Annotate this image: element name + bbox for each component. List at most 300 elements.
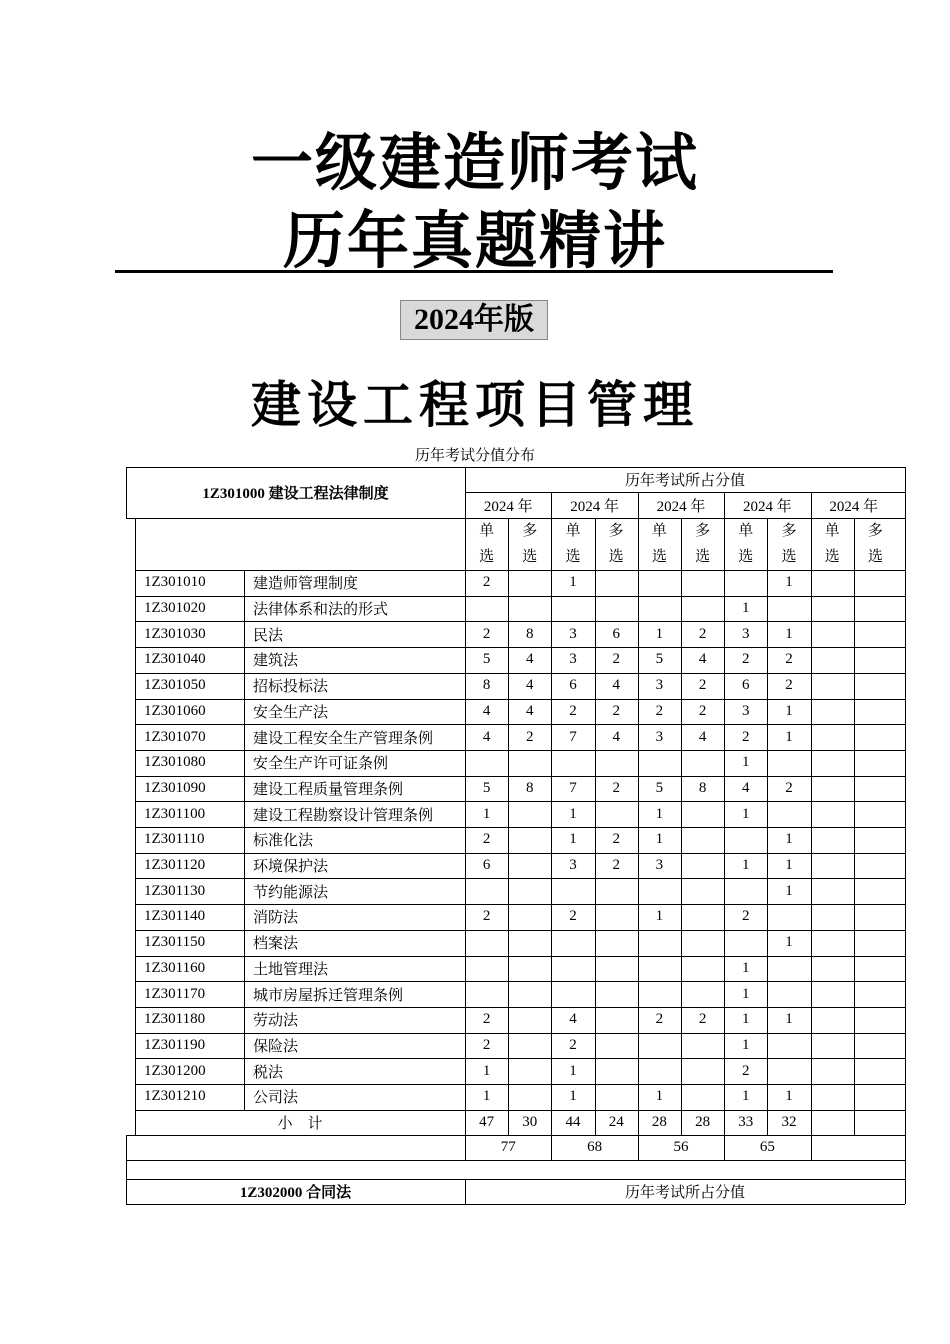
score-cell: [767, 596, 810, 622]
topic-name: 档案法: [253, 936, 299, 953]
topic-name: 安全生产许可证条例: [253, 756, 389, 773]
score-cell: 1: [785, 625, 793, 642]
topic-code: 1Z301190: [144, 1036, 206, 1053]
question-type-char: 单: [479, 523, 495, 539]
subtotal-cell: [854, 1110, 897, 1136]
table-rule: [551, 492, 552, 570]
table-rule: [465, 467, 466, 570]
question-type-char: 选: [651, 549, 667, 565]
topic-name: 建设工程安全生产管理条例: [253, 730, 434, 747]
topic-code: 1Z301170: [144, 985, 206, 1002]
topic-code: 1Z301210: [144, 1088, 206, 1105]
score-cell: 1: [742, 1011, 750, 1028]
score-cell: [595, 930, 638, 956]
topic-code: 1Z301090: [144, 779, 206, 796]
score-cell: [595, 981, 638, 1007]
score-cell: 3: [742, 702, 750, 719]
topic-name: 建筑法: [253, 653, 299, 670]
table-rule: [681, 518, 682, 570]
score-cell: 2: [785, 779, 793, 796]
table-rule: [465, 1135, 466, 1160]
topic-name: 建设工程勘察设计管理条例: [253, 807, 434, 824]
score-cell: 4: [526, 651, 534, 668]
score-cell: 8: [698, 779, 707, 796]
score-cell: [508, 878, 551, 904]
score-cell: 8: [482, 677, 491, 694]
score-cell: 1: [655, 1088, 664, 1105]
score-cell: [638, 930, 681, 956]
year-total-cell: 65: [759, 1139, 775, 1156]
topic-code: 1Z301120: [144, 857, 206, 874]
topic-name: 环境保护法: [253, 859, 329, 876]
score-cell: [811, 596, 854, 622]
table-rule: [465, 570, 466, 1135]
score-cell: [681, 1058, 724, 1084]
score-cell: [551, 981, 594, 1007]
score-cell: 2: [698, 677, 707, 694]
score-cell: 7: [569, 779, 577, 796]
score-cell: [854, 1007, 897, 1033]
score-cell: [638, 1033, 681, 1059]
score-cell: [854, 621, 897, 647]
score-cell: 1: [785, 882, 793, 899]
score-cell: 8: [526, 779, 534, 796]
score-cell: [811, 621, 854, 647]
score-cell: [638, 956, 681, 982]
score-cell: 2: [482, 1011, 491, 1028]
topic-name: 土地管理法: [253, 961, 329, 978]
topic-code: 1Z301110: [144, 831, 205, 848]
title-underline: [115, 270, 833, 273]
score-cell: [551, 596, 594, 622]
year-header: 2024 年: [570, 498, 619, 515]
score-cell: 5: [482, 779, 491, 796]
table-rule: [724, 492, 725, 570]
score-cell: [595, 878, 638, 904]
score-cell: 1: [785, 1011, 793, 1028]
table-rule: [551, 570, 552, 1135]
score-cell: 5: [655, 651, 664, 668]
topic-name: 法律体系和法的形式: [253, 602, 389, 619]
score-cell: 4: [742, 779, 750, 796]
score-cell: [854, 956, 897, 982]
score-cell: 2: [655, 702, 664, 719]
score-cell: [811, 647, 854, 673]
question-type-header: [854, 518, 897, 570]
table-rule: [551, 1135, 552, 1160]
score-cell: [551, 878, 594, 904]
score-cell: [767, 981, 810, 1007]
topic-name: 保险法: [253, 1038, 299, 1055]
score-cell: 3: [569, 625, 577, 642]
score-cell: [508, 981, 551, 1007]
score-cell: [595, 956, 638, 982]
score-cell: [854, 750, 897, 776]
score-cell: 2: [569, 908, 577, 925]
score-cell: [508, 596, 551, 622]
question-type-char: 单: [738, 523, 754, 539]
table-rule: [595, 518, 596, 570]
score-cell: 2: [742, 651, 750, 668]
year-total-cell: 56: [673, 1139, 689, 1156]
table-rule: [638, 1135, 639, 1160]
score-cell: [508, 1007, 551, 1033]
score-cell: 2: [482, 625, 491, 642]
score-cell: 1: [742, 805, 750, 822]
table-rule: [638, 570, 639, 1135]
score-cell: [551, 956, 594, 982]
score-cell: 2: [482, 831, 491, 848]
year-total-cell: 68: [587, 1139, 603, 1156]
score-cell: [854, 853, 897, 879]
score-cell: 3: [742, 625, 750, 642]
score-cell: 7: [569, 728, 577, 745]
score-cell: 2: [742, 728, 750, 745]
score-cell: [508, 853, 551, 879]
score-cell: [508, 904, 551, 930]
score-cell: [681, 956, 724, 982]
question-type-char: 单: [565, 523, 581, 539]
table-rule: [244, 570, 245, 1110]
score-cell: 6: [612, 625, 620, 642]
score-cell: [811, 1007, 854, 1033]
score-cell: 2: [612, 702, 620, 719]
score-cell: [724, 827, 767, 853]
score-cell: 1: [655, 625, 664, 642]
question-type-char: 选: [867, 549, 883, 565]
score-cell: [551, 750, 594, 776]
score-cell: [681, 596, 724, 622]
topic-code: 1Z301100: [144, 805, 206, 822]
score-cell: 1: [742, 985, 750, 1002]
score-cell: [854, 724, 897, 750]
score-cell: [854, 570, 897, 596]
subtotal-cell: 24: [608, 1114, 624, 1131]
score-cell: 2: [526, 728, 534, 745]
score-cell: [811, 956, 854, 982]
question-type-char: 多: [867, 523, 883, 539]
document-title-line2: 历年真题精讲: [282, 204, 667, 277]
score-cell: [595, 1033, 638, 1059]
subtotal-cell: 33: [738, 1114, 754, 1131]
topic-code: 1Z301030: [144, 625, 206, 642]
score-cell: [508, 801, 551, 827]
score-cell: 1: [482, 1088, 491, 1105]
score-cell: [681, 1033, 724, 1059]
topic-name: 公司法: [253, 1090, 299, 1107]
score-cell: [854, 827, 897, 853]
score-cell: 1: [569, 1062, 577, 1079]
question-type-header: [767, 518, 810, 570]
score-cell: 5: [482, 651, 491, 668]
score-cell: [811, 981, 854, 1007]
score-cell: [681, 904, 724, 930]
score-cell: 1: [569, 805, 577, 822]
score-cell: [767, 956, 810, 982]
table-rule: [135, 570, 136, 1135]
table-rule: [854, 570, 855, 1135]
subtotal-label: 小 计: [277, 1116, 323, 1133]
question-type-header: [724, 518, 767, 570]
table-rule: [905, 1160, 906, 1179]
score-cell: [767, 750, 810, 776]
score-cell: 4: [526, 702, 534, 719]
score-cell: 3: [655, 857, 664, 874]
score-cell: [595, 1058, 638, 1084]
score-cell: 4: [569, 1011, 577, 1028]
topic-name: 城市房屋拆迁管理条例: [253, 987, 404, 1004]
score-cell: 2: [612, 831, 620, 848]
score-cell: [724, 570, 767, 596]
score-header: 历年考试所占分值: [624, 473, 745, 489]
score-cell: [681, 1084, 724, 1110]
question-type-header: [551, 518, 594, 570]
score-cell: 2: [698, 625, 707, 642]
score-cell: [854, 1058, 897, 1084]
topic-code: 1Z301150: [144, 934, 206, 951]
subtotal-cell: 44: [565, 1114, 581, 1131]
topic-code: 1Z301180: [144, 1011, 206, 1028]
table-rule: [126, 1160, 905, 1161]
topic-name: 民法: [253, 627, 284, 644]
table-rule: [126, 1204, 905, 1205]
score-cell: [681, 981, 724, 1007]
score-cell: 4: [698, 651, 707, 668]
question-type-char: 选: [565, 549, 581, 565]
score-cell: 2: [612, 651, 620, 668]
score-cell: 1: [785, 934, 793, 951]
year-header: 2024 年: [483, 498, 533, 515]
topic-name: 建造师管理制度: [253, 576, 359, 593]
question-type-header: [681, 518, 724, 570]
question-type-char: 选: [781, 549, 797, 565]
score-cell: [811, 853, 854, 879]
table-rule: [905, 1135, 906, 1160]
topic-code: 1Z301200: [144, 1062, 206, 1079]
score-cell: [595, 801, 638, 827]
table-rule: [126, 1179, 127, 1204]
topic-name: 节约能源法: [253, 884, 329, 901]
score-cell: [465, 930, 508, 956]
section-title: 1Z301000 建设工程法律制度: [202, 486, 389, 502]
topic-code: 1Z301050: [144, 677, 206, 694]
table-rule: [508, 570, 509, 1135]
score-cell: 8: [526, 625, 534, 642]
subtotal-cell: 47: [479, 1114, 495, 1131]
question-type-char: 选: [608, 549, 624, 565]
score-cell: [638, 570, 681, 596]
score-cell: [638, 596, 681, 622]
table-rule: [126, 467, 127, 519]
score-cell: 1: [742, 1036, 750, 1053]
score-cell: [854, 699, 897, 725]
score-cell: [508, 1084, 551, 1110]
score-cell: [854, 878, 897, 904]
score-cell: 1: [569, 1088, 577, 1105]
score-cell: [595, 750, 638, 776]
score-cell: [681, 750, 724, 776]
question-type-char: 多: [608, 523, 624, 539]
question-type-char: 选: [824, 549, 840, 565]
year-header: 2024 年: [743, 498, 792, 515]
score-cell: [465, 956, 508, 982]
score-cell: 1: [742, 600, 750, 617]
score-cell: [811, 1058, 854, 1084]
next-section-title: 1Z302000 合同法: [239, 1185, 352, 1202]
score-cell: [595, 596, 638, 622]
score-cell: 6: [742, 677, 750, 694]
topic-code: 1Z301140: [144, 908, 206, 925]
table-rule: [811, 492, 812, 570]
score-cell: [465, 750, 508, 776]
score-cell: 2: [742, 908, 750, 925]
score-cell: 3: [569, 857, 577, 874]
score-cell: 2: [612, 779, 620, 796]
score-cell: [811, 1033, 854, 1059]
topic-name: 税法: [253, 1064, 284, 1081]
question-type-header: [508, 518, 551, 570]
topic-code: 1Z301130: [144, 882, 206, 899]
score-cell: 1: [785, 831, 793, 848]
score-cell: [681, 853, 724, 879]
score-cell: [465, 981, 508, 1007]
score-cell: 2: [698, 1011, 707, 1028]
subtotal-cell: 32: [781, 1114, 797, 1131]
table-rule: [681, 570, 682, 1135]
table-rule: [126, 1160, 127, 1179]
score-cell: 6: [482, 857, 491, 874]
question-type-char: 多: [781, 523, 797, 539]
score-cell: [681, 878, 724, 904]
year-total-cell: [811, 1135, 897, 1160]
score-cell: [854, 647, 897, 673]
table-caption: 历年考试分值分布: [414, 446, 535, 464]
table-rule: [767, 570, 768, 1135]
score-cell: [595, 1007, 638, 1033]
score-cell: [508, 930, 551, 956]
score-cell: [508, 1033, 551, 1059]
score-cell: [854, 1033, 897, 1059]
score-cell: 2: [785, 677, 793, 694]
score-cell: [681, 570, 724, 596]
table-rule: [126, 467, 905, 468]
score-cell: 1: [569, 574, 577, 591]
score-cell: 1: [482, 805, 491, 822]
topic-code: 1Z301020: [144, 600, 206, 617]
score-cell: [811, 750, 854, 776]
score-cell: 3: [655, 677, 664, 694]
table-rule: [724, 1135, 725, 1160]
year-header: 2024 年: [656, 498, 706, 515]
question-type-char: 单: [651, 523, 667, 539]
score-cell: [854, 673, 897, 699]
table-rule: [595, 570, 596, 1135]
topic-name: 招标投标法: [253, 679, 329, 696]
table-rule: [465, 492, 905, 493]
score-cell: 5: [655, 779, 664, 796]
table-rule: [724, 570, 725, 1135]
table-rule: [811, 1135, 812, 1160]
question-type-char: 多: [695, 523, 711, 539]
topic-code: 1Z301080: [144, 754, 206, 771]
score-cell: [854, 801, 897, 827]
score-cell: [811, 930, 854, 956]
edition-badge: 2024年版: [400, 300, 548, 340]
table-rule: [465, 1179, 466, 1204]
table-rule: [135, 518, 136, 570]
score-cell: 1: [785, 702, 793, 719]
topic-code: 1Z301010: [144, 574, 206, 591]
score-cell: 1: [785, 1088, 793, 1105]
topic-name: 消防法: [253, 910, 299, 927]
table-rule: [811, 570, 812, 1135]
score-cell: [465, 596, 508, 622]
question-type-char: 选: [738, 549, 754, 565]
next-score-header: 历年考试所占分值: [624, 1185, 745, 1202]
score-cell: [854, 776, 897, 802]
topic-code: 1Z301060: [144, 702, 206, 719]
score-cell: 6: [569, 677, 577, 694]
year-header: 2024 年: [829, 498, 879, 515]
question-type-header: [595, 518, 638, 570]
question-type-char: 多: [522, 523, 538, 539]
score-cell: [508, 827, 551, 853]
subtotal-cell: [811, 1110, 854, 1136]
score-cell: [767, 1058, 810, 1084]
score-cell: [811, 904, 854, 930]
table-rule: [126, 518, 905, 519]
question-type-char: 选: [695, 549, 711, 565]
score-cell: [811, 776, 854, 802]
score-cell: [551, 930, 594, 956]
score-cell: [595, 904, 638, 930]
table-rule: [905, 1179, 906, 1204]
score-cell: [767, 801, 810, 827]
topic-code: 1Z301160: [144, 959, 206, 976]
score-cell: [854, 904, 897, 930]
score-cell: [811, 801, 854, 827]
score-cell: [854, 1084, 897, 1110]
score-cell: [681, 801, 724, 827]
score-cell: [811, 673, 854, 699]
subtotal-cell: 28: [651, 1114, 667, 1131]
score-cell: 2: [482, 908, 491, 925]
score-cell: 4: [482, 702, 491, 719]
score-cell: 4: [612, 728, 620, 745]
question-type-char: 单: [824, 523, 840, 539]
score-cell: 1: [785, 574, 793, 591]
score-cell: 2: [482, 574, 491, 591]
score-cell: 4: [698, 728, 707, 745]
score-cell: 1: [482, 1062, 491, 1079]
score-cell: 1: [742, 1088, 750, 1105]
topic-code: 1Z301040: [144, 651, 206, 668]
subject-title: 建设工程项目管理: [251, 376, 699, 434]
score-cell: 1: [742, 857, 750, 874]
table-rule: [905, 467, 906, 570]
score-cell: 1: [742, 754, 750, 771]
table-rule: [126, 1135, 127, 1160]
score-cell: 4: [612, 677, 620, 694]
score-cell: [854, 930, 897, 956]
score-cell: [508, 750, 551, 776]
score-cell: [508, 570, 551, 596]
topic-code: 1Z301070: [144, 728, 206, 745]
topic-name: 劳动法: [253, 1013, 299, 1030]
score-cell: [508, 1058, 551, 1084]
score-cell: [638, 750, 681, 776]
score-cell: 2: [569, 702, 577, 719]
